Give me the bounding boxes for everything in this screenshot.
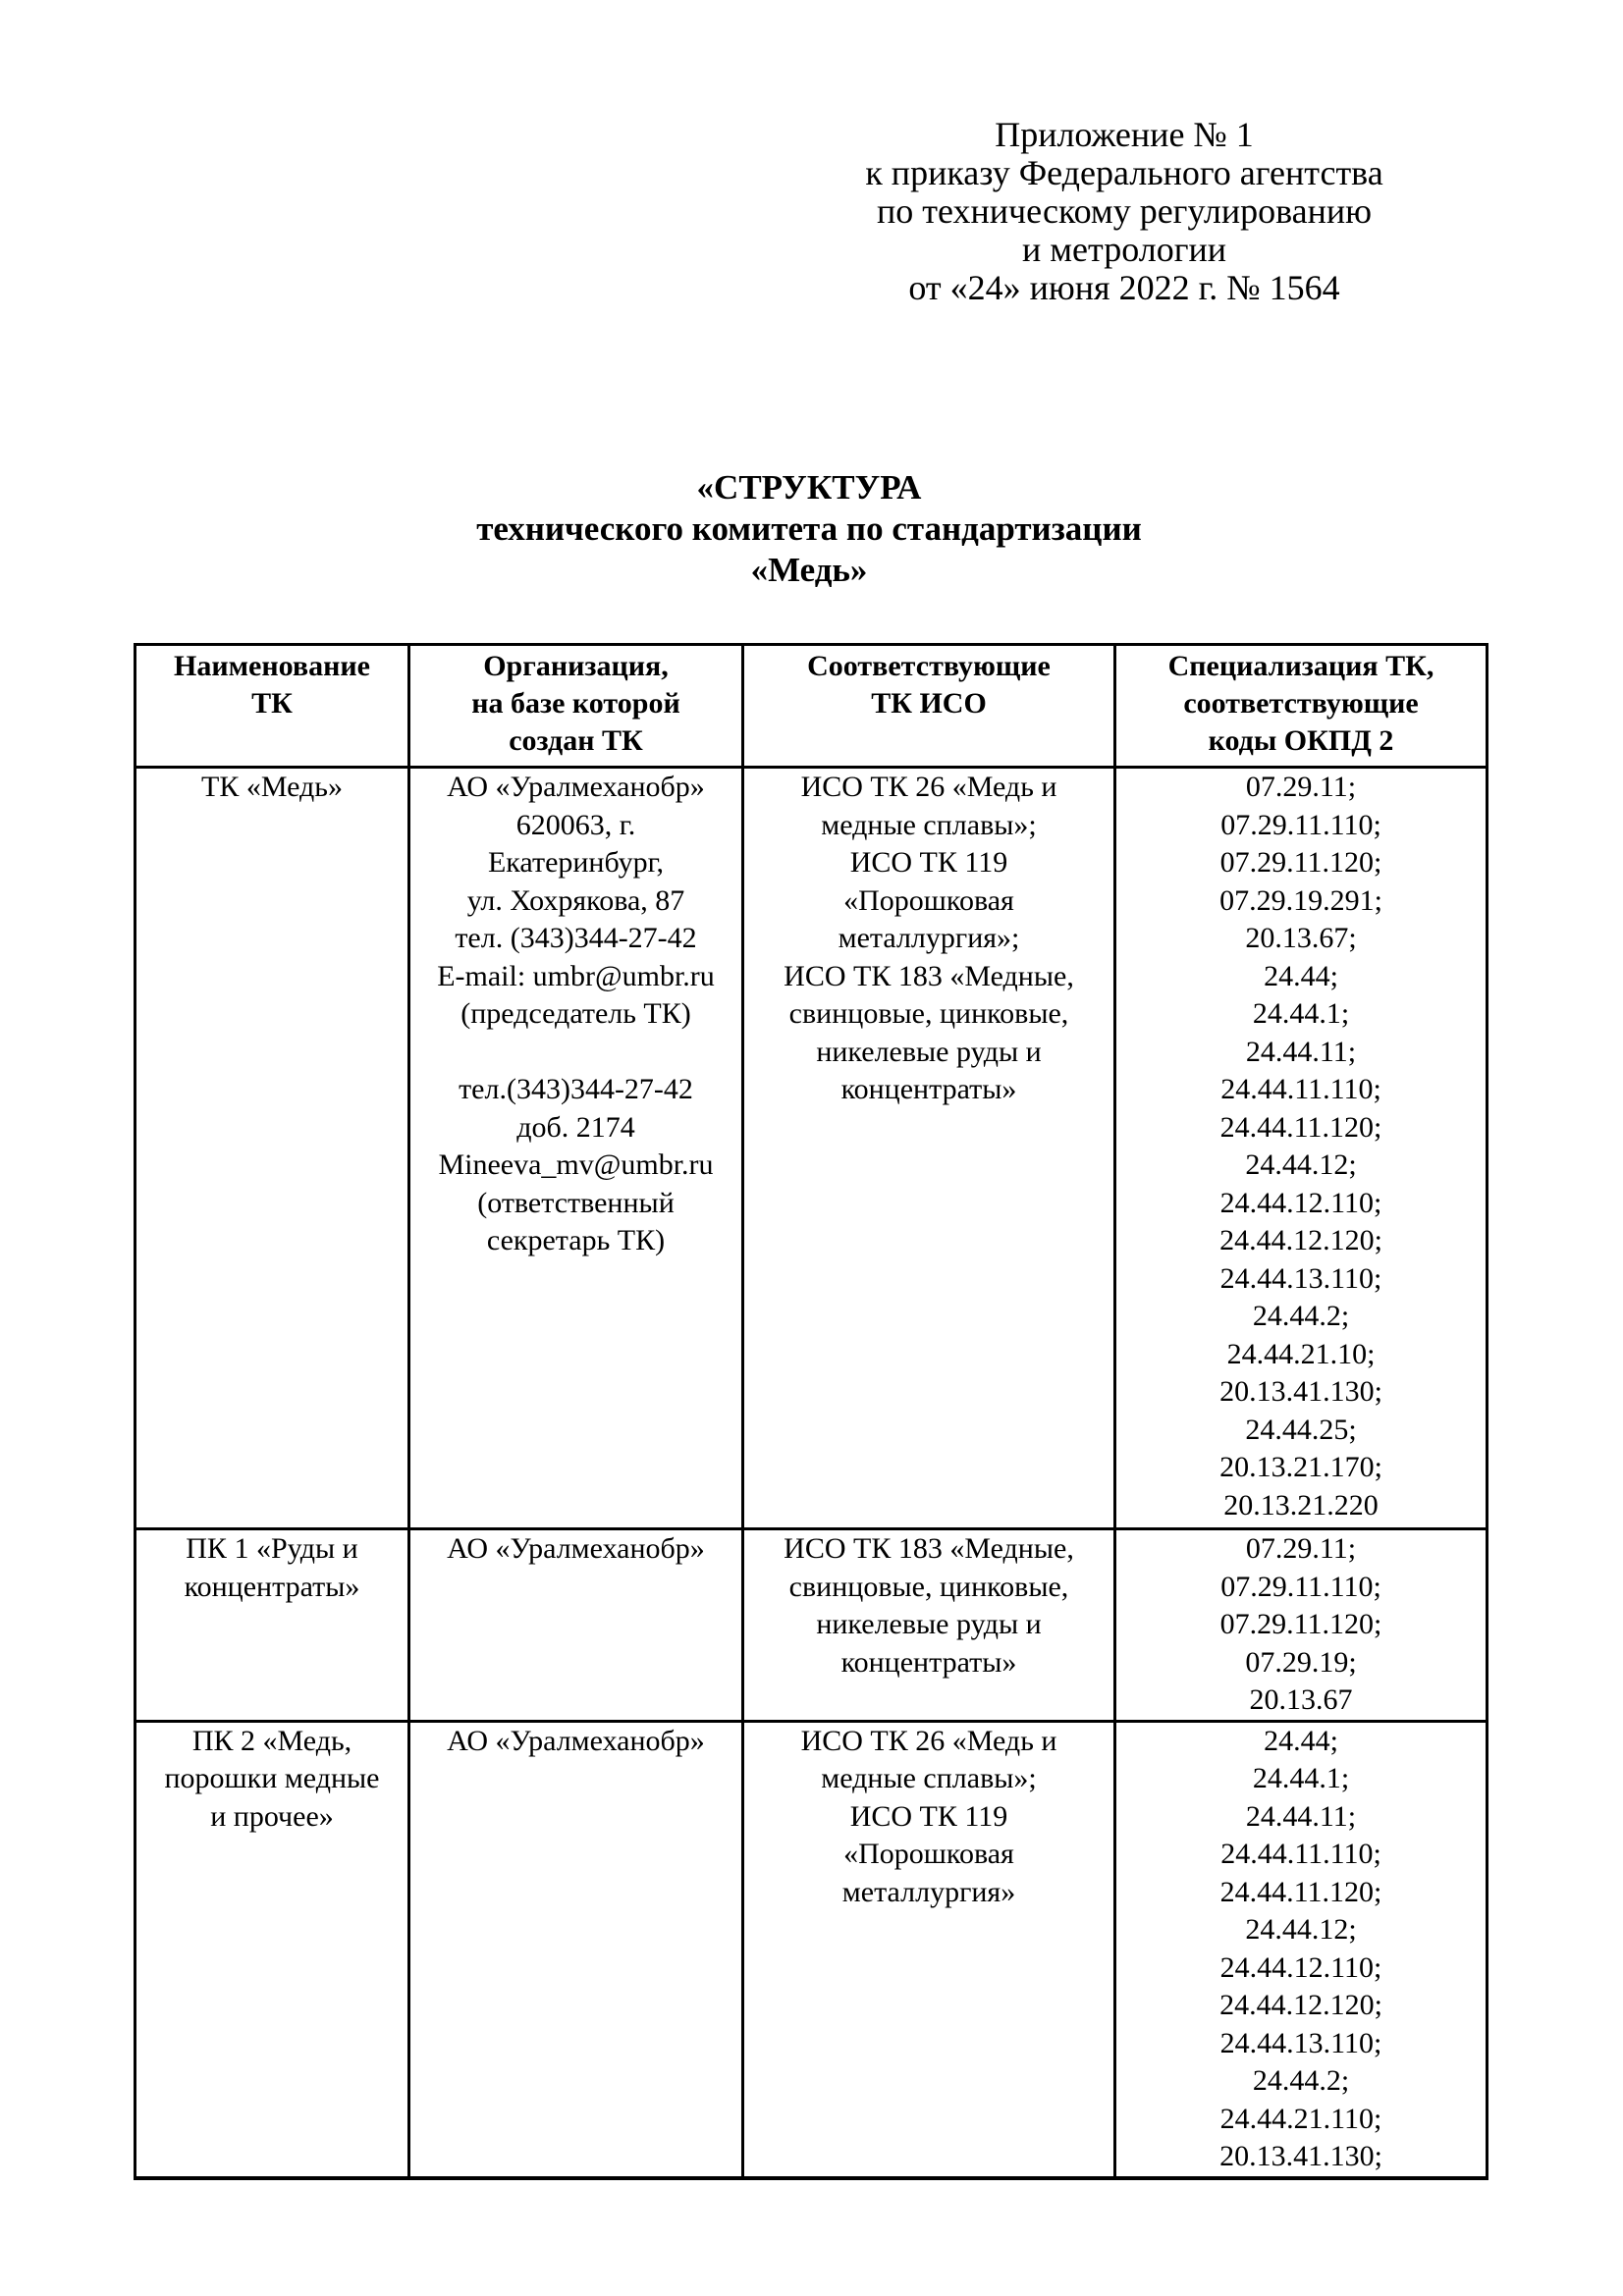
cell-organization [409, 768, 743, 1529]
cell-line: никелевые руды и [816, 1035, 1042, 1068]
appendix-header [785, 116, 1463, 307]
cell-line: концентраты» [184, 1570, 360, 1603]
cell-line: 20.13.41.130; [1219, 1375, 1382, 1408]
cell-line: секретарь ТК) [486, 1224, 666, 1256]
cell-line: 24.44.12.120; [1219, 1224, 1382, 1256]
cell-line: 24.44.12; [1245, 1913, 1357, 1946]
cell-iso [743, 1529, 1115, 1722]
title-line: «Медь» [750, 551, 868, 589]
cell-organization [409, 1529, 743, 1722]
cell-line: 24.44.2; [1252, 2064, 1350, 2097]
cell-line: 20.13.21.170; [1219, 1451, 1382, 1483]
cell-line: 24.44.11.110; [1220, 1073, 1381, 1105]
cell-line: Mineeva_mv@umbr.ru [438, 1148, 714, 1181]
cell-line: ИСО ТК 119 [849, 846, 1008, 879]
cell-line: 07.29.11.110; [1220, 808, 1381, 841]
cell-line: «Порошковая [843, 883, 1014, 917]
cell-line: свинцовые, цинковые, [788, 1570, 1069, 1603]
cell-line: тел.(343)344-27-42 [459, 1073, 693, 1105]
cell-codes [1115, 1529, 1488, 1722]
cell-line: 24.44.1; [1252, 997, 1350, 1030]
appendix-line: от «24» июня 2022 г. № 1564 [908, 268, 1340, 307]
cell-line: Екатеринбург, [487, 846, 665, 879]
cell-line: медные сплавы»; [821, 808, 1037, 841]
header-codes [1115, 645, 1488, 768]
cell-line: 24.44.11; [1245, 1035, 1357, 1068]
appendix-line: к приказу Федерального агентства [865, 153, 1383, 192]
cell-codes [1115, 768, 1488, 1529]
cell-name [135, 768, 409, 1529]
appendix-line: Приложение № 1 [995, 115, 1254, 154]
cell-line: 24.44.25; [1245, 1413, 1357, 1446]
cell-line: создан ТК [509, 724, 643, 757]
title-line: «СТРУКТУРА [696, 468, 922, 507]
cell-line: (председатель ТК) [460, 997, 691, 1030]
cell-line: 07.29.19.291; [1219, 883, 1382, 917]
cell-line: ИСО ТК 183 «Медные, [784, 1532, 1074, 1565]
cell-line: ИСО ТК 183 «Медные, [784, 959, 1074, 992]
cell-codes [1115, 1721, 1488, 2178]
cell-line: 24.44.13.110; [1219, 2026, 1382, 2059]
cell-line: 20.13.21.220 [1223, 1488, 1379, 1522]
cell-line: порошки медные [164, 1762, 380, 1794]
cell-line: коды ОКПД 2 [1208, 724, 1394, 757]
table-row [135, 1529, 1488, 1722]
cell-line: Наименование [174, 650, 370, 682]
cell-line: на базе которой [471, 687, 680, 720]
cell-line: концентраты» [840, 1645, 1017, 1679]
cell-iso [743, 1721, 1115, 2178]
cell-name [135, 1529, 409, 1722]
header-name [135, 645, 409, 768]
appendix-line: по техническому регулированию [876, 191, 1373, 231]
cell-line: медные сплавы»; [821, 1762, 1037, 1794]
cell-line: 24.44.13.110; [1219, 1261, 1382, 1295]
cell-line: ПК 1 «Руды и [186, 1532, 358, 1565]
cell-line: E-mail: umbr@umbr.ru [437, 959, 715, 992]
cell-line: 24.44.11.120; [1219, 1110, 1382, 1144]
cell-line: 24.44.12.110; [1219, 1950, 1382, 1984]
table-header-row [135, 645, 1488, 768]
cell-line: 07.29.11.120; [1219, 846, 1382, 879]
table-row [135, 768, 1488, 1529]
cell-line: 07.29.11; [1245, 771, 1357, 803]
cell-line: 24.44; [1264, 1724, 1338, 1757]
cell-iso [743, 768, 1115, 1529]
cell-line: ТК «Медь» [201, 771, 343, 803]
cell-line: 07.29.11.120; [1219, 1608, 1382, 1640]
cell-line: 24.44.11.110; [1220, 1838, 1381, 1870]
cell-line: ИСО ТК 119 [849, 1799, 1008, 1833]
cell-line: доб. 2174 [516, 1110, 635, 1144]
cell-name [135, 1721, 409, 2178]
cell-line: 24.44; [1264, 959, 1338, 992]
cell-line: металлургия»; [838, 922, 1020, 954]
cell-line: 24.44.21.10; [1226, 1337, 1376, 1370]
cell-line: (ответственный [477, 1186, 675, 1219]
cell-organization [409, 1721, 743, 2178]
cell-line: 24.44.11; [1245, 1799, 1357, 1833]
cell-line: металлургия» [841, 1875, 1016, 1908]
cell-line: ИСО ТК 26 «Медь и [800, 771, 1057, 803]
cell-line: 20.13.67 [1249, 1683, 1353, 1716]
cell-line: АО «Уралмеханобр» [447, 1724, 705, 1757]
cell-line: ИСО ТК 26 «Медь и [800, 1724, 1057, 1757]
cell-line: Соответствующие [807, 650, 1051, 682]
table-row [135, 1721, 1488, 2178]
cell-line: 24.44.12; [1245, 1148, 1357, 1181]
cell-line: 07.29.19; [1245, 1645, 1357, 1679]
cell-line: 24.44.11.120; [1219, 1875, 1382, 1908]
blank-line [414, 1034, 737, 1072]
cell-line: ТК ИСО [871, 687, 987, 720]
cell-line: и прочее» [210, 1799, 334, 1833]
cell-line: тел. (343)344-27-42 [455, 922, 697, 954]
cell-line: 620063, г. [515, 808, 636, 841]
cell-line: ТК [251, 687, 293, 720]
document-title [134, 467, 1485, 591]
cell-line: Организация, [483, 650, 669, 682]
cell-line: соответствующие [1183, 687, 1419, 720]
cell-line: «Порошковая [843, 1838, 1014, 1870]
appendix-line: и метрологии [1022, 230, 1226, 269]
cell-line: Специализация ТК, [1167, 650, 1434, 682]
cell-line: 24.44.12.120; [1219, 1989, 1382, 2021]
cell-line: 07.29.11.110; [1220, 1570, 1381, 1603]
cell-line: ул. Хохрякова, 87 [466, 883, 685, 917]
cell-line: АО «Уралмеханобр» [447, 1532, 705, 1565]
header-organization [409, 645, 743, 768]
committee-structure-table [134, 643, 1488, 2180]
cell-line: свинцовые, цинковые, [788, 997, 1069, 1030]
header-iso [743, 645, 1115, 768]
cell-line: 24.44.21.110; [1219, 2102, 1382, 2135]
cell-line: 24.44.2; [1252, 1300, 1350, 1332]
cell-line: 24.44.12.110; [1219, 1186, 1382, 1219]
cell-line: концентраты» [840, 1073, 1017, 1105]
cell-line: ПК 2 «Медь, [191, 1724, 352, 1757]
cell-line: 07.29.11; [1245, 1532, 1357, 1565]
cell-line: 20.13.41.130; [1219, 2140, 1382, 2172]
cell-line: 24.44.1; [1252, 1762, 1350, 1794]
title-line: технического комитета по стандартизации [476, 509, 1142, 548]
cell-line: никелевые руды и [816, 1608, 1042, 1640]
cell-line: АО «Уралмеханобр» [447, 771, 705, 803]
cell-line: 20.13.67; [1245, 922, 1357, 954]
